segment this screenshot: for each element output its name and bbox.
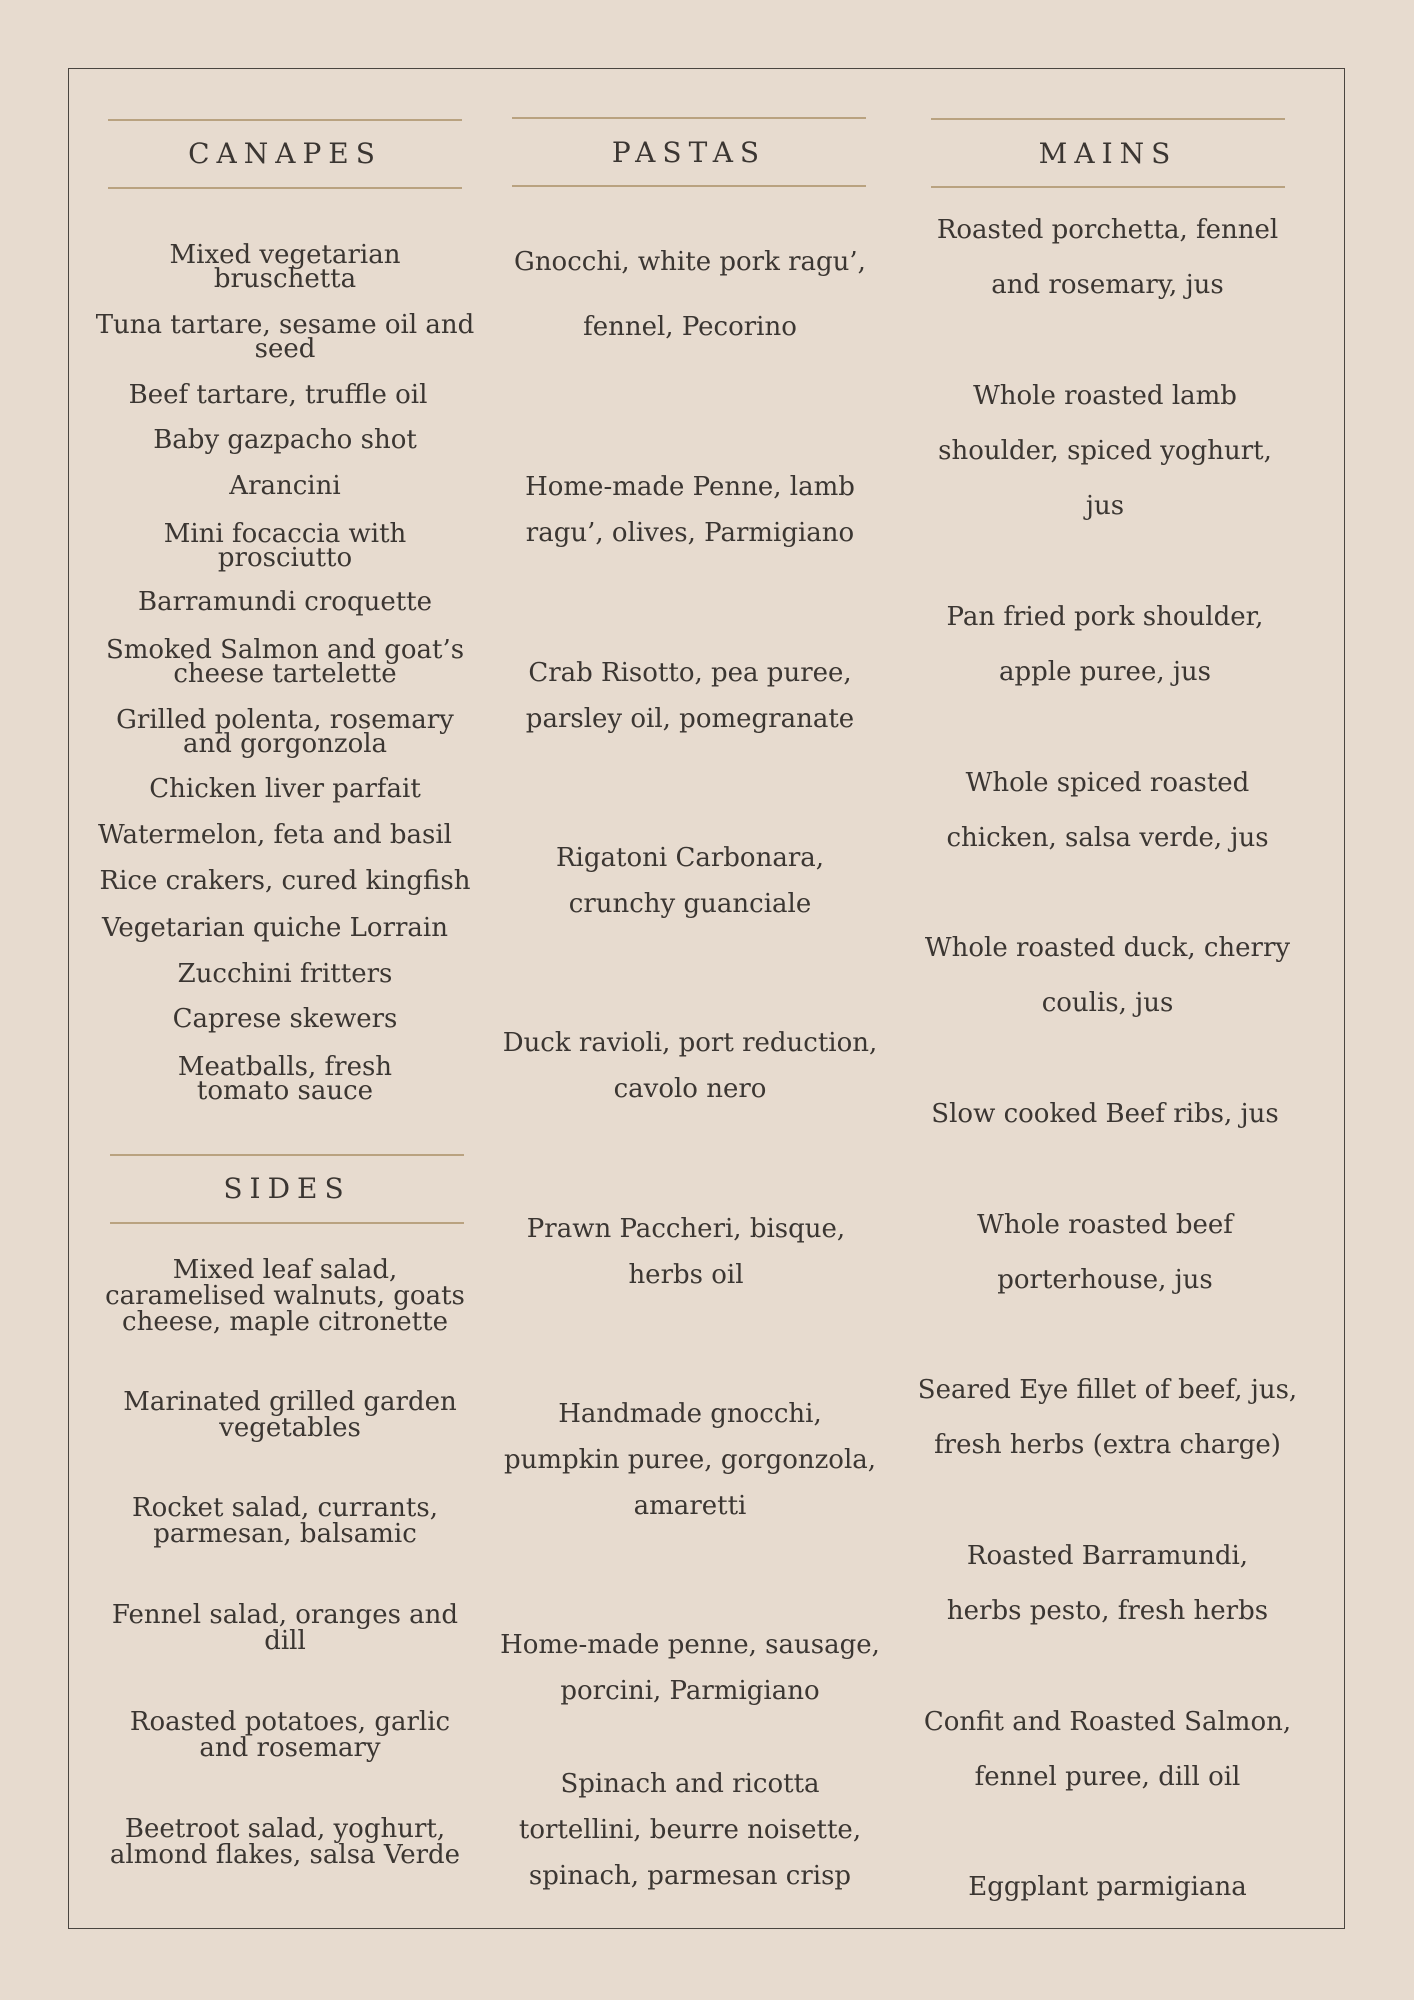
canapes-item: Tuna tartare, sesame oil and seed <box>95 310 475 364</box>
mains-item: Whole spiced roasted chicken, salsa verde, jus <box>946 768 1269 853</box>
sides-item: Marinated grilled garden vegetables <box>123 1387 457 1443</box>
mains-item: Whole roasted lamb shoulder, spiced yoghurt, jus <box>938 381 1272 521</box>
pastas-item: Crab Risotto, pea puree, parsley oil, pomegranate <box>525 658 855 734</box>
sides-bottom-rule <box>110 1222 464 1224</box>
canapes-top-rule <box>108 119 462 121</box>
canapes-item: Beef tartare, truffle oil <box>128 380 428 410</box>
pastas-top-rule <box>512 117 866 119</box>
canapes-item: Mixed vegetarian bruschetta <box>169 240 401 294</box>
canapes-item: Rice crakers, cured kingfish <box>99 866 471 896</box>
sides-item: Roasted potatoes, garlic and rosemary <box>129 1707 451 1763</box>
canapes-item: Zucchini fritters <box>177 959 393 989</box>
canapes-item: Baby gazpacho shot <box>153 425 417 455</box>
pastas-item: Home-made Penne, lamb ragu’, olives, Parmigiano <box>525 472 855 548</box>
pastas-item: Handmade gnocchi, pumpkin puree, gorgonzola, amaretti <box>503 1399 877 1521</box>
canapes-item: Barramundi croquette <box>137 587 433 617</box>
mains-item: Whole roasted duck, cherry coulis, jus <box>924 933 1291 1018</box>
canapes-bottom-rule <box>108 187 462 189</box>
sides-item: Fennel salad, oranges and dill <box>111 1600 459 1656</box>
canapes-item: Chicken liver parfait <box>149 774 421 804</box>
sides-heading: SIDES <box>223 1172 351 1205</box>
pastas-item: Home-made penne, sausage, porcini, Parmigiano <box>500 1630 880 1706</box>
canapes-item: Smoked Salmon and goat’s cheese tartelette <box>105 635 465 689</box>
mains-item: Roasted Barramundi, herbs pesto, fresh herbs <box>946 1541 1269 1626</box>
sides-item: Rocket salad, currants, parmesan, balsamic <box>132 1493 438 1549</box>
sides-top-rule <box>110 1154 464 1156</box>
sides-item: Beetroot salad, yoghurt, almond flakes, salsa Verde <box>109 1814 461 1870</box>
canapes-item: Caprese skewers <box>172 1004 398 1034</box>
canapes-item: Watermelon, feta and basil <box>97 820 452 850</box>
mains-item: Seared Eye fillet of beef, jus, fresh herbs (extra charge) <box>917 1375 1298 1460</box>
canapes-item: Grilled polenta, rosemary and gorgonzola <box>116 705 454 759</box>
sides-item: Mixed leaf salad, caramelised walnuts, goats cheese, maple citronette <box>105 1255 465 1337</box>
pastas-item: Prawn Paccheri, bisque, herbs oil <box>526 1214 846 1290</box>
mains-item: Confit and Roasted Salmon, fennel puree, dill oil <box>923 1707 1292 1792</box>
mains-heading: MAINS <box>1038 137 1178 170</box>
mains-item: Slow cooked Beef ribs, jus <box>931 1099 1279 1129</box>
mains-item: Roasted porchetta, fennel and rosemary, jus <box>936 215 1279 300</box>
pastas-item: Duck ravioli, port reduction, cavolo nero <box>502 1028 878 1104</box>
pastas-heading: PASTAS <box>611 136 767 169</box>
pastas-bottom-rule <box>512 185 866 187</box>
pastas-item: Rigatoni Carbonara, crunchy guanciale <box>555 843 825 919</box>
mains-item: Eggplant parmigiana <box>968 1872 1247 1902</box>
pastas-item: Gnocchi, white pork ragu’, fennel, Pecorino <box>514 247 866 342</box>
canapes-item: Vegetarian quiche Lorrain <box>101 913 448 943</box>
canapes-item: Meatballs, fresh tomato sauce <box>177 1052 393 1106</box>
mains-top-rule <box>931 118 1285 120</box>
canapes-heading: CANAPES <box>188 137 382 170</box>
canapes-item: Mini focaccia with prosciutto <box>163 519 407 573</box>
mains-item: Whole roasted beef porterhouse, jus <box>977 1210 1233 1295</box>
pastas-item: Spinach and ricotta tortellini, beurre noisette, spinach, parmesan crisp <box>518 1769 862 1891</box>
canapes-item: Arancini <box>229 471 341 501</box>
mains-bottom-rule <box>931 186 1285 188</box>
mains-item: Pan fried pork shoulder, apple puree, jus <box>946 602 1264 687</box>
